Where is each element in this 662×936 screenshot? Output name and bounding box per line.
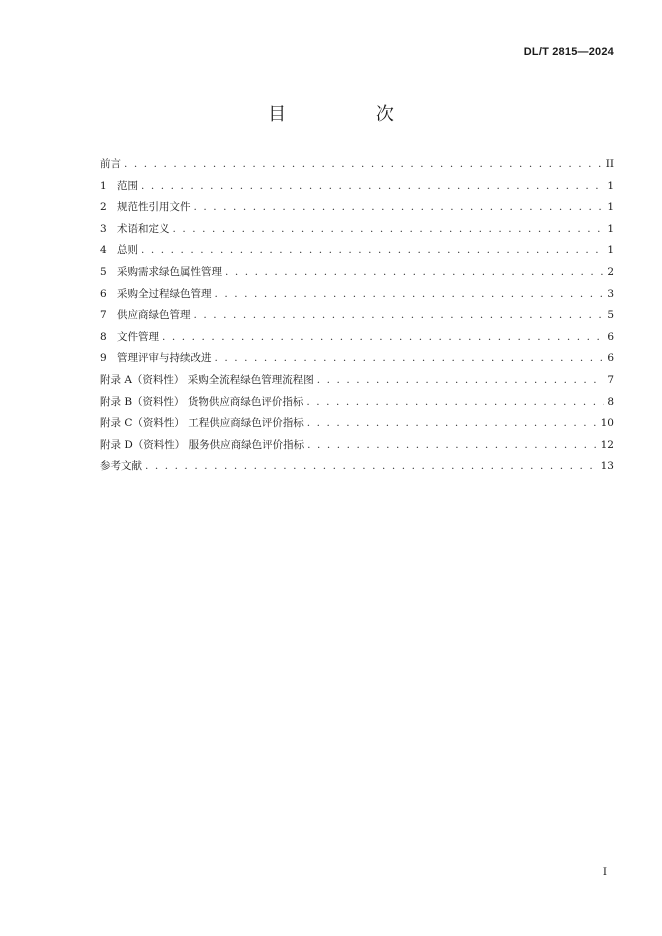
- toc-dot-leader: [306, 396, 604, 408]
- toc-entry[interactable]: [100, 242, 614, 264]
- toc-entry[interactable]: [100, 415, 614, 437]
- toc-entry-page: 10: [600, 417, 614, 430]
- toc-dot-leader: [307, 417, 598, 429]
- toc-dot-leader: [145, 460, 598, 472]
- toc-entry-number: 3: [100, 222, 107, 235]
- toc-entry[interactable]: [100, 394, 614, 416]
- toc-entry-page: 13: [600, 460, 614, 473]
- toc-entry[interactable]: [100, 286, 614, 308]
- toc-dot-leader: [141, 244, 604, 256]
- page-number: I: [602, 866, 607, 878]
- toc-entry[interactable]: [100, 437, 614, 459]
- toc-entry-label: 参考文献: [100, 460, 142, 473]
- toc-entry-page: 5: [607, 309, 614, 322]
- standard-code: DL/T 2815—2024: [523, 46, 614, 58]
- toc-entry-label: 范围: [117, 179, 138, 192]
- toc-dot-leader: [307, 439, 598, 451]
- toc-entry[interactable]: [100, 264, 614, 286]
- toc-entry-page: 12: [600, 438, 614, 451]
- toc-entry-label: 管理评审与持续改进: [117, 352, 212, 365]
- toc-entry[interactable]: [100, 329, 614, 351]
- toc-dot-leader: [162, 331, 604, 343]
- toc-entry-page: 1: [607, 201, 614, 214]
- toc-entry[interactable]: [100, 350, 614, 372]
- toc-entry[interactable]: [100, 458, 614, 480]
- toc-entry[interactable]: [100, 221, 614, 243]
- toc-entry-number: 6: [100, 287, 107, 300]
- toc-entry-number: 8: [100, 330, 107, 343]
- toc-entry[interactable]: [100, 199, 614, 221]
- table-of-contents: [100, 156, 614, 480]
- toc-entry-label: 术语和定义: [117, 222, 170, 235]
- toc-entry-page: II: [605, 158, 614, 170]
- toc-entry-page: 1: [607, 179, 614, 192]
- toc-entry-page: 3: [607, 287, 614, 300]
- toc-entry-label: 文件管理: [117, 330, 159, 343]
- toc-entry-page: 6: [607, 330, 614, 343]
- toc-dot-leader: [317, 374, 605, 386]
- toc-entry-page: 1: [607, 244, 614, 257]
- toc-dot-leader: [194, 201, 605, 213]
- toc-entry-number: 5: [100, 265, 107, 278]
- toc-entry-label: 附录 D（资料性） 服务供应商绿色评价指标: [100, 438, 305, 451]
- toc-dot-leader: [194, 309, 605, 321]
- toc-entry-label: 供应商绿色管理: [117, 309, 191, 322]
- toc-entry[interactable]: [100, 178, 614, 200]
- toc-entry-page: 8: [607, 395, 614, 408]
- toc-entry-label: 附录 A（资料性） 采购全流程绿色管理流程图: [100, 373, 314, 386]
- toc-entry-page: 1: [607, 222, 614, 235]
- toc-entry-page: 6: [607, 352, 614, 365]
- toc-entry-label: 规范性引用文件: [117, 201, 191, 214]
- toc-entry-page: 7: [607, 373, 614, 386]
- toc-entry[interactable]: [100, 156, 614, 178]
- toc-dot-leader: [225, 266, 604, 278]
- toc-entry-label: 附录 C（资料性） 工程供应商绿色评价指标: [100, 417, 304, 430]
- toc-dot-leader: [141, 180, 604, 192]
- toc-entry-label: 总则: [117, 244, 138, 257]
- toc-entry[interactable]: [100, 372, 614, 394]
- toc-dot-leader: [173, 223, 605, 235]
- toc-dot-leader: [215, 288, 605, 300]
- toc-entry-number: 2: [100, 201, 107, 214]
- toc-dot-leader: [215, 352, 605, 364]
- toc-entry-label: 采购需求绿色属性管理: [117, 265, 222, 278]
- toc-dot-leader: [124, 158, 603, 170]
- toc-entry-number: 4: [100, 244, 107, 257]
- toc-entry-label: 附录 B（资料性） 货物供应商绿色评价指标: [100, 395, 304, 408]
- toc-entry-number: 1: [100, 179, 107, 192]
- page-title: 目 次: [268, 104, 436, 125]
- toc-entry-number: 7: [100, 309, 107, 322]
- toc-entry[interactable]: [100, 307, 614, 329]
- toc-entry-page: 2: [607, 265, 614, 278]
- toc-entry-label: 采购全过程绿色管理: [117, 287, 212, 300]
- toc-entry-label: 前言: [100, 158, 121, 170]
- toc-entry-number: 9: [100, 352, 107, 365]
